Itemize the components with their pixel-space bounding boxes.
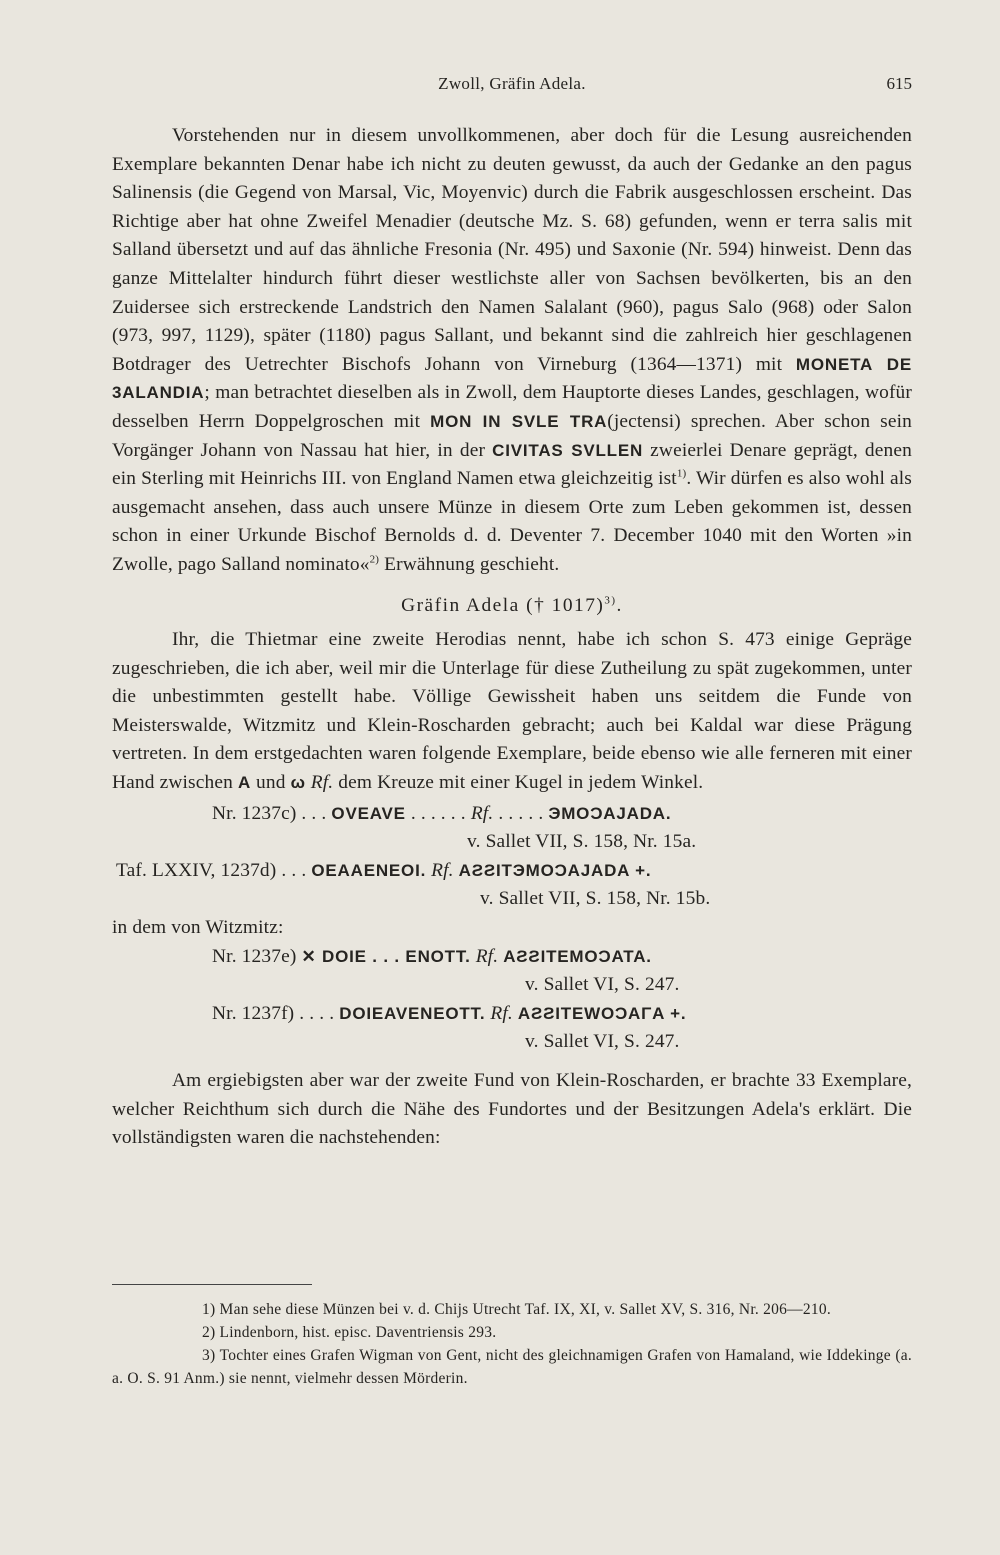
text-run: Ihr, die Thietmar eine zweite Herodias nennt, habe ich schon S. 473 einige Gepräge zugeschrieben, die ich aber, weil mir die Unterlage für diese Zutheilung zu spät zugekommen, unter die unbestimmten gestellt habe. Völlige Gewissheit haben uns seitdem die Funde von Meisterswalde, Witzmitz und Klein-Roscharden gebracht; auch bei Kaldal war diese Prägung vertreten. In dem erstgedachten waren folgende Exemplare, beide ebenso wie alle ferneren mit einer Hand zwischen	[112, 629, 912, 794]
reverse-label: Rf.	[490, 1002, 513, 1024]
coin-number: Taf. LXXIV, 1237d) . . .	[116, 859, 312, 881]
coin-number: Nr. 1237c) . . .	[212, 802, 332, 824]
coin-list-meisterswalde	[112, 800, 912, 914]
coin-legend: MON IN SVLE TRA	[430, 411, 608, 431]
reverse-legend: AƧƧITEMOƆATA.	[503, 946, 652, 966]
coin-number: Nr. 1237e)	[212, 945, 302, 967]
coin-number: Nr. 1237f) . . . .	[212, 1002, 340, 1024]
text-run: und	[251, 772, 291, 794]
footnote-2: 2) Lindenborn, hist. episc. Daventriensis 293.	[202, 1324, 497, 1341]
obverse-legend: ✕ DOIE . . . ENOTT.	[301, 946, 471, 966]
footnotes	[112, 1298, 912, 1390]
obverse-legend: OVEAVE	[331, 803, 406, 823]
reverse-legend: AƧƧITЭMOƆAJADA +.	[458, 860, 652, 880]
footnote-3: 3) Tochter eines Grafen Wigman von Gent, nicht des gleichnamigen Grafen von Hamaland, wie Iddekinge (a. a. O. S. 91 Anm.) sie nennt, vielmehr dessen Mörderin.	[112, 1347, 912, 1387]
reverse-label: Rf.	[310, 772, 334, 794]
text-run: zweierlei Denare geprägt, denen ein Sterling mit Heinrichs III. von England Namen etwa gleichzeitig ist	[112, 439, 912, 490]
coin-legend: CIVITAS SVLLEN	[492, 440, 644, 460]
coin-list-witzmitz	[112, 943, 912, 1057]
text-run: Erwähnung geschieht.	[379, 553, 560, 575]
coin-entry	[112, 943, 912, 972]
section-heading	[112, 592, 912, 621]
text-run: ; man betrachtet dieselben als in Zwoll, dem Hauptorte dieses Landes, geschlagen, wofür desselben Herrn Doppelgroschen mit	[112, 382, 912, 432]
text-run: (jectensi)	[607, 410, 681, 432]
heading-tail: .	[616, 594, 623, 616]
coin-entry	[112, 1000, 912, 1029]
main-text	[112, 122, 912, 1153]
footnote-ref: 1)	[676, 467, 687, 480]
coin-legend: MONETA DE 3ALANDIA	[112, 354, 912, 403]
coin-letter: A	[237, 773, 252, 793]
reverse-label: Rf.	[475, 945, 499, 967]
leader-dots: . . . . . .	[405, 802, 471, 824]
coin-reference: v. Sallet VI, S. 247.	[525, 974, 680, 996]
text-run: dem Kreuze mit einer Kugel in jedem Winkel.	[333, 772, 704, 794]
obverse-legend: DOIEAVENEOTT.	[339, 1003, 486, 1023]
footnote-separator	[112, 1284, 312, 1285]
page-number: 615	[886, 74, 912, 93]
reverse-label: Rf.	[431, 859, 454, 881]
reverse-label: Rf.	[470, 802, 494, 824]
footnote-1: 1) Man sehe diese Münzen bei v. d. Chijs Utrecht Taf. IX, XI, v. Sallet XV, S. 316, Nr. 206—210.	[202, 1301, 832, 1318]
footnote-ref: 2)	[369, 553, 380, 566]
running-header	[112, 74, 912, 104]
reverse-legend: ЭMOƆAJADA.	[548, 803, 672, 823]
paragraph-klein-roscharden: Am ergiebigsten aber war der zweite Fund von Klein-Roscharden, er brachte 33 Exemplare, welcher Reichthum sich durch die Nähe des Fundortes und der Besitzungen Adela's erklärt. Die vollständigsten waren die nachstehenden:	[112, 1070, 912, 1149]
text-run: Vorstehenden nur in diesem unvollkommenen, aber doch für die Lesung ausreichenden Exemplare bekannten Denar habe ich nicht zu deuten gewusst, da auch der Gedanke an den pagus Salinensis (die Gegend von Marsal, Vic, Moyenvic) durch die Fabrik ausgeschlossen erscheint. Das Richtige aber hat ohne Zweifel Menadier (deutsche Mz. S. 68) gefunden, wenn er terra salis mit Salland übersetzt und auf das ähnliche Fresonia (Nr. 495) und Saxonie (Nr. 594) hinweist. Denn das ganze Mittelalter hindurch führt dieser westlichste aller von Sachsen bevölkerten, bis an den Zuidersee sich erstreckende Landstrich den Namen Salalant (960), pagus Salo (968) oder Salon (973, 997, 1129), später (1180) pagus Sallant, und bekannt sind die zahlreich hier geschlagenen Botdrager des Uetrechter Bischofs Johann von Virneburg (1364—1371) mit	[112, 125, 912, 375]
witzmitz-intro: in dem von Witzmitz:	[112, 917, 284, 939]
reverse-legend: AƧƧITEWOƆAΓA +.	[517, 1003, 687, 1023]
coin-entry	[112, 857, 912, 886]
coin-reference: v. Sallet VI, S. 247.	[525, 1031, 680, 1053]
heading-text: Gräfin Adela († 1017)	[401, 594, 605, 616]
footnote-ref: 3)	[604, 594, 617, 607]
coin-letter: ω	[290, 773, 306, 793]
leader-dots: . . . . .	[493, 802, 549, 824]
coin-entry	[112, 800, 912, 829]
obverse-legend: OEAAENEOI.	[311, 860, 427, 880]
coin-reference: v. Sallet VII, S. 158, Nr. 15a.	[467, 831, 697, 853]
coin-reference: v. Sallet VII, S. 158, Nr. 15b.	[480, 888, 711, 910]
running-title: Zwoll, Gräfin Adela.	[438, 74, 586, 93]
paragraph-adela	[112, 626, 912, 798]
paragraph-zwoll	[112, 122, 912, 580]
text-run: sprechen. Aber schon sein Vorgänger Johann von Nassau hat hier, in der	[112, 410, 913, 461]
text-run: . Wir dürfen es also wohl als ausgemacht ansehen, dass auch unsere Münze in diesem Orte zum Leben gekommen ist, dessen schon in einer Urkunde Bischof Bernolds d. d. Deventer 7. December 1040 mit den Worten »in Zwolle, pago Salland nominato«	[112, 468, 912, 575]
